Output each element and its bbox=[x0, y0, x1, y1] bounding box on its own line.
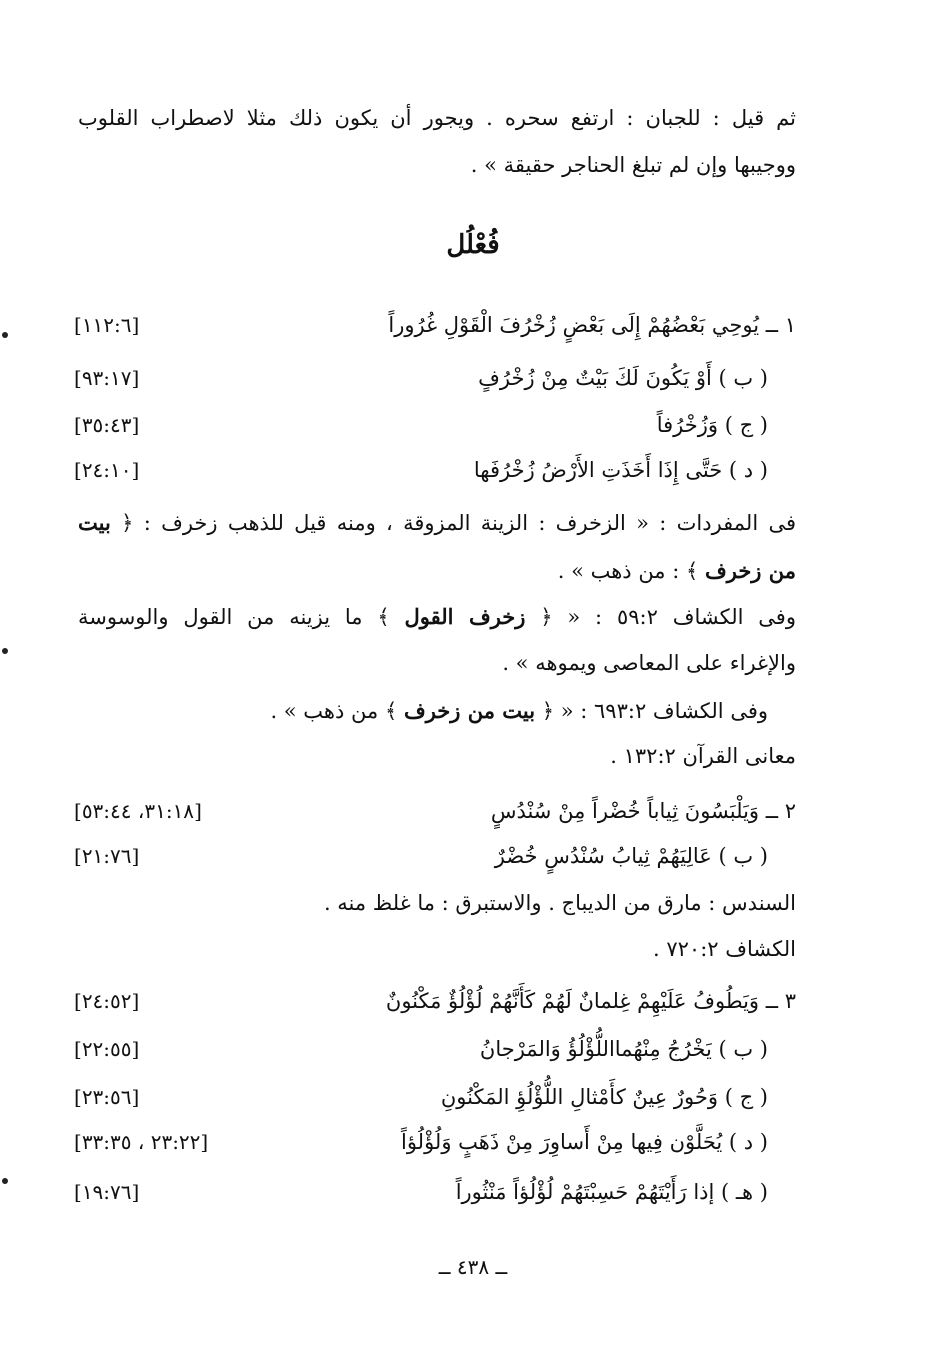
kashaf-1-text: وفى الكشاف ٥٩:٢ : « ﴿ bbox=[540, 605, 796, 629]
intro-line-2: ووجيبها وإن لم تبلغ الحناجر حقيقة » . bbox=[470, 153, 796, 177]
mufradat-quote-end: من زخرف bbox=[704, 558, 796, 583]
verse-2: ٢ ــ وَيَلْبَسُونَ ثِياباً خُضْراً مِنْ سُنْدُسٍ bbox=[490, 799, 796, 823]
kashaf-2-text: وفى الكشاف ٦٩٣:٢ : « ﴿ bbox=[541, 699, 768, 723]
kashaf-1-quote: زخرف القول bbox=[404, 604, 526, 629]
verse-2b: ( ب ) عَالِيَهُمْ ثِيابُ سُنْدُسٍ خُضْرٌ bbox=[494, 844, 768, 868]
kashaf-3-line: الكشاف ٧٢٠:٢ . bbox=[653, 937, 796, 961]
verse-1: ١ ــ يُوحِي بَعْضُهُمْ إِلَى بَعْضٍ زُخْرُفَ الْقَوْلِ غُرُوراً bbox=[388, 313, 796, 337]
margin-dot bbox=[2, 332, 8, 338]
kashaf-2-text-end: ﴾ من ذهب » . bbox=[270, 699, 398, 723]
verse-1d-ref: [٢٤:١٠] bbox=[74, 458, 140, 482]
verse-3d-ref: [٢٣:٢٢ ، ٣٣:٣٥] bbox=[74, 1130, 209, 1154]
verse-3e-ref: [١٩:٧٦] bbox=[74, 1180, 140, 1204]
verse-2b-ref: [٢١:٧٦] bbox=[74, 844, 140, 868]
mufradat-line-2 bbox=[558, 556, 796, 586]
verse-1c-ref: [٣٥:٤٣] bbox=[74, 413, 140, 437]
verse-1c: ( ج ) وَزُخْرُفاً bbox=[656, 413, 768, 437]
mufradat-text-end: ﴾ : من ذهب » . bbox=[557, 559, 699, 583]
intro-line-1: ثم قيل : للجبان : ارتفع سحره . ويجور أن يكون ذلك مثلا لاصطراب القلوب bbox=[78, 106, 796, 130]
kashaf-2-line bbox=[270, 696, 768, 726]
kashaf-1-text-end: ﴾ ما يزينه من القول والوسوسة bbox=[78, 605, 390, 629]
mufradat-line-1 bbox=[78, 508, 796, 538]
verse-1-ref: [١١٢:٦] bbox=[74, 313, 140, 337]
verse-3b-ref: [٢٢:٥٥] bbox=[74, 1037, 140, 1061]
margin-dot bbox=[2, 648, 8, 654]
verse-1b-ref: [٩٣:١٧] bbox=[74, 366, 140, 390]
sundus-note: السندس : مارق من الديباج . والاستبرق : ما غلظ منه . bbox=[323, 891, 796, 915]
kashaf-2-quote: بيت من زخرف bbox=[403, 698, 536, 723]
verse-1b: ( ب ) أَوْ يَكُونَ لَكَ بَيْتٌ مِنْ زُخْرُفٍ bbox=[478, 366, 768, 390]
margin-dot bbox=[2, 1178, 8, 1184]
verse-3b: ( ب ) يَخْرُجُ مِنْهُمااللُّؤْلُؤُ وَالمَرْجانُ bbox=[479, 1037, 768, 1061]
mufradat-text: فى المفردات : « الزخرف : الزينة المزوقة ، ومنه قيل للذهب زخرف : ﴿ bbox=[121, 511, 796, 535]
kashaf-1-line-1 bbox=[78, 602, 796, 632]
verse-2-ref: [٣١:١٨، ٥٣:٤٤] bbox=[74, 799, 202, 823]
verse-3e: ( هـ ) إذا رَأَيْتَهُمْ حَسِبْتَهُمْ لُؤْلُؤاً مَنْثُوراً bbox=[455, 1180, 768, 1204]
verse-3d: ( د ) يُحَلَّوْن فِيها مِنْ أَساوِرَ مِنْ ذَهَبٍ وَلُؤْلُؤاً bbox=[401, 1130, 768, 1154]
mufradat-quote-start: بيت bbox=[78, 510, 111, 535]
verse-3c: ( ج ) وَحُورٌ عِينٌ كأَمْثالِ اللُّؤْلُؤِ المَكْنُونِ bbox=[440, 1085, 768, 1109]
section-heading: فُعْلُل bbox=[446, 230, 500, 260]
verse-3: ٣ ــ وَيَطُوفُ عَلَيْهِمْ غِلمانٌ لَهُمْ كَأَنَّهُمْ لُؤْلُؤٌ مَكْنُونٌ bbox=[385, 989, 796, 1013]
kashaf-1-line-2: والإغراء على المعاصى ويموهه » . bbox=[502, 651, 796, 675]
verse-3c-ref: [٢٣:٥٦] bbox=[74, 1085, 140, 1109]
page-number: ــ ٤٣٨ ــ bbox=[438, 1255, 508, 1279]
verse-3-ref: [٢٤:٥٢] bbox=[74, 989, 140, 1013]
verse-1d: ( د ) حَتَّى إِذَا أَخَذَتِ الأَرْضُ زُخْرُفَها bbox=[473, 458, 768, 482]
maani-line: معانى القرآن ١٣٢:٢ . bbox=[610, 744, 796, 768]
